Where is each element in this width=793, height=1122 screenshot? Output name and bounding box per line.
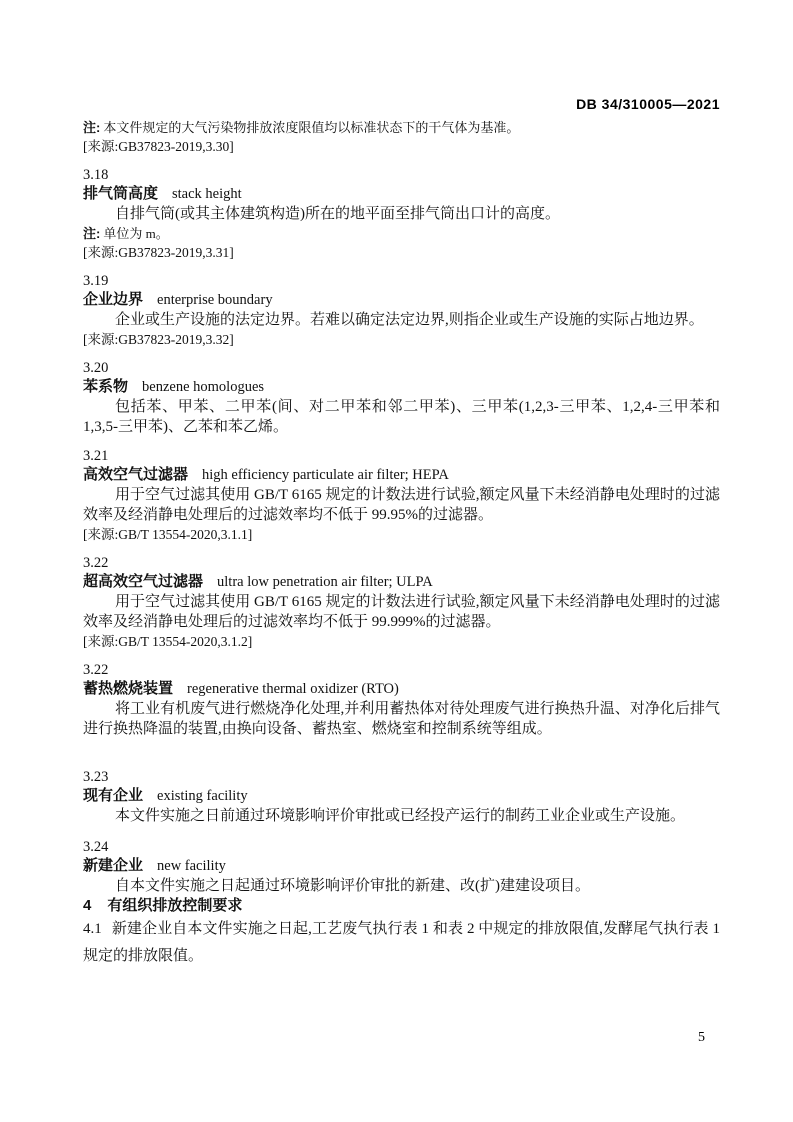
term-definition: 包括苯、甲苯、二甲苯(间、对二甲苯和邻二甲苯)、三甲苯(1,2,3-三甲苯、1,2,4-三甲苯和 1,3,5-三甲苯)、乙苯和苯乙烯。 bbox=[83, 399, 720, 435]
source-line: [来源:GB37823-2019,3.32] bbox=[83, 332, 234, 347]
term-number: 3.19 bbox=[83, 273, 109, 289]
page-number: 5 bbox=[698, 1030, 705, 1045]
term-line bbox=[83, 572, 720, 592]
term-cn: 超高效空气过滤器 bbox=[83, 573, 204, 590]
term-number: 3.20 bbox=[83, 360, 109, 376]
term-line bbox=[83, 856, 720, 876]
term-line bbox=[83, 465, 720, 485]
term-en: regenerative thermal oxidizer (RTO) bbox=[187, 681, 399, 697]
note-line bbox=[83, 224, 720, 243]
term-line bbox=[83, 786, 720, 806]
term-cn: 苯系物 bbox=[83, 378, 129, 395]
source-line: [来源:GB37823-2019,3.31] bbox=[83, 245, 234, 260]
note-label: 注: bbox=[83, 226, 101, 241]
term-definition: 将工业有机废气进行燃烧净化处理,并利用蓄热体对待处理废气进行换热升温、对净化后排气进行换热降温的装置,由换向设备、蓄热室、燃烧室和控制系统等组成。 bbox=[83, 701, 720, 737]
term-en: new facility bbox=[157, 858, 226, 874]
source-line: [来源:GB/T 13554-2020,3.1.1] bbox=[83, 527, 253, 542]
term-cn: 企业边界 bbox=[83, 291, 144, 308]
term-cn: 排气筒高度 bbox=[83, 185, 159, 202]
term-line bbox=[83, 679, 720, 699]
doc-code-header: DB 34/310005—2021 bbox=[576, 96, 720, 112]
term-line bbox=[83, 290, 720, 310]
para-4-1 bbox=[83, 916, 720, 970]
clause-4-heading bbox=[83, 896, 720, 916]
clause-title: 有组织排放控制要求 bbox=[107, 897, 243, 914]
term-number: 3.21 bbox=[83, 448, 109, 464]
term-definition: 本文件实施之日前通过环境影响评价审批或已经投产运行的制药工业企业或生产设施。 bbox=[115, 808, 686, 824]
page-content bbox=[83, 118, 720, 970]
term-number: 3.22 bbox=[83, 555, 109, 571]
term-definition: 自排气筒(或其主体建筑构造)所在的地平面至排气筒出口计的高度。 bbox=[115, 206, 560, 222]
term-cn: 新建企业 bbox=[83, 857, 144, 874]
term-en: enterprise boundary bbox=[157, 292, 273, 308]
term-number: 3.23 bbox=[83, 769, 109, 785]
intro-note-line bbox=[83, 118, 720, 137]
source-line: [来源:GB37823-2019,3.30] bbox=[83, 139, 234, 154]
term-line bbox=[83, 184, 720, 204]
term-definition: 用于空气过滤其使用 GB/T 6165 规定的计数法进行试验,额定风量下未经消静电处理时的过滤效率及经消静电处理后的过滤效率均不低于 99.999%的过滤器。 bbox=[83, 594, 720, 630]
term-en: high efficiency particulate air filter; HEPA bbox=[202, 467, 449, 483]
term-en: benzene homologues bbox=[142, 379, 265, 395]
clause-number: 4 bbox=[83, 897, 92, 914]
term-definition: 用于空气过滤其使用 GB/T 6165 规定的计数法进行试验,额定风量下未经消静电处理时的过滤效率及经消静电处理后的过滤效率均不低于 99.95%的过滤器。 bbox=[83, 487, 720, 523]
term-en: ultra low penetration air filter; ULPA bbox=[217, 574, 433, 590]
term-definition: 企业或生产设施的法定边界。若难以确定法定边界,则指企业或生产设施的实际占地边界。 bbox=[115, 312, 704, 328]
term-number: 3.22 bbox=[83, 662, 109, 678]
para-text: 新建企业自本文件实施之日起,工艺废气执行表 1 和表 2 中规定的排放限值,发酵尾气执行表 1 规定的排放限值。 bbox=[83, 921, 720, 964]
note-label: 注: bbox=[83, 120, 101, 135]
term-cn: 现有企业 bbox=[83, 787, 144, 804]
term-number: 3.18 bbox=[83, 167, 109, 183]
term-en: stack height bbox=[172, 186, 242, 202]
note-text: 本文件规定的大气污染物排放浓度限值均以标准状态下的干气体为基准。 bbox=[103, 120, 520, 135]
para-number: 4.1 bbox=[83, 921, 102, 937]
term-en: existing facility bbox=[157, 788, 248, 804]
term-cn: 高效空气过滤器 bbox=[83, 466, 189, 483]
source-line: [来源:GB/T 13554-2020,3.1.2] bbox=[83, 634, 253, 649]
term-line bbox=[83, 377, 720, 397]
term-cn: 蓄热燃烧装置 bbox=[83, 680, 174, 697]
term-definition: 自本文件实施之日起通过环境影响评价审批的新建、改(扩)建建设项目。 bbox=[115, 878, 590, 894]
note-text: 单位为 m。 bbox=[103, 226, 169, 241]
term-number: 3.24 bbox=[83, 839, 109, 855]
